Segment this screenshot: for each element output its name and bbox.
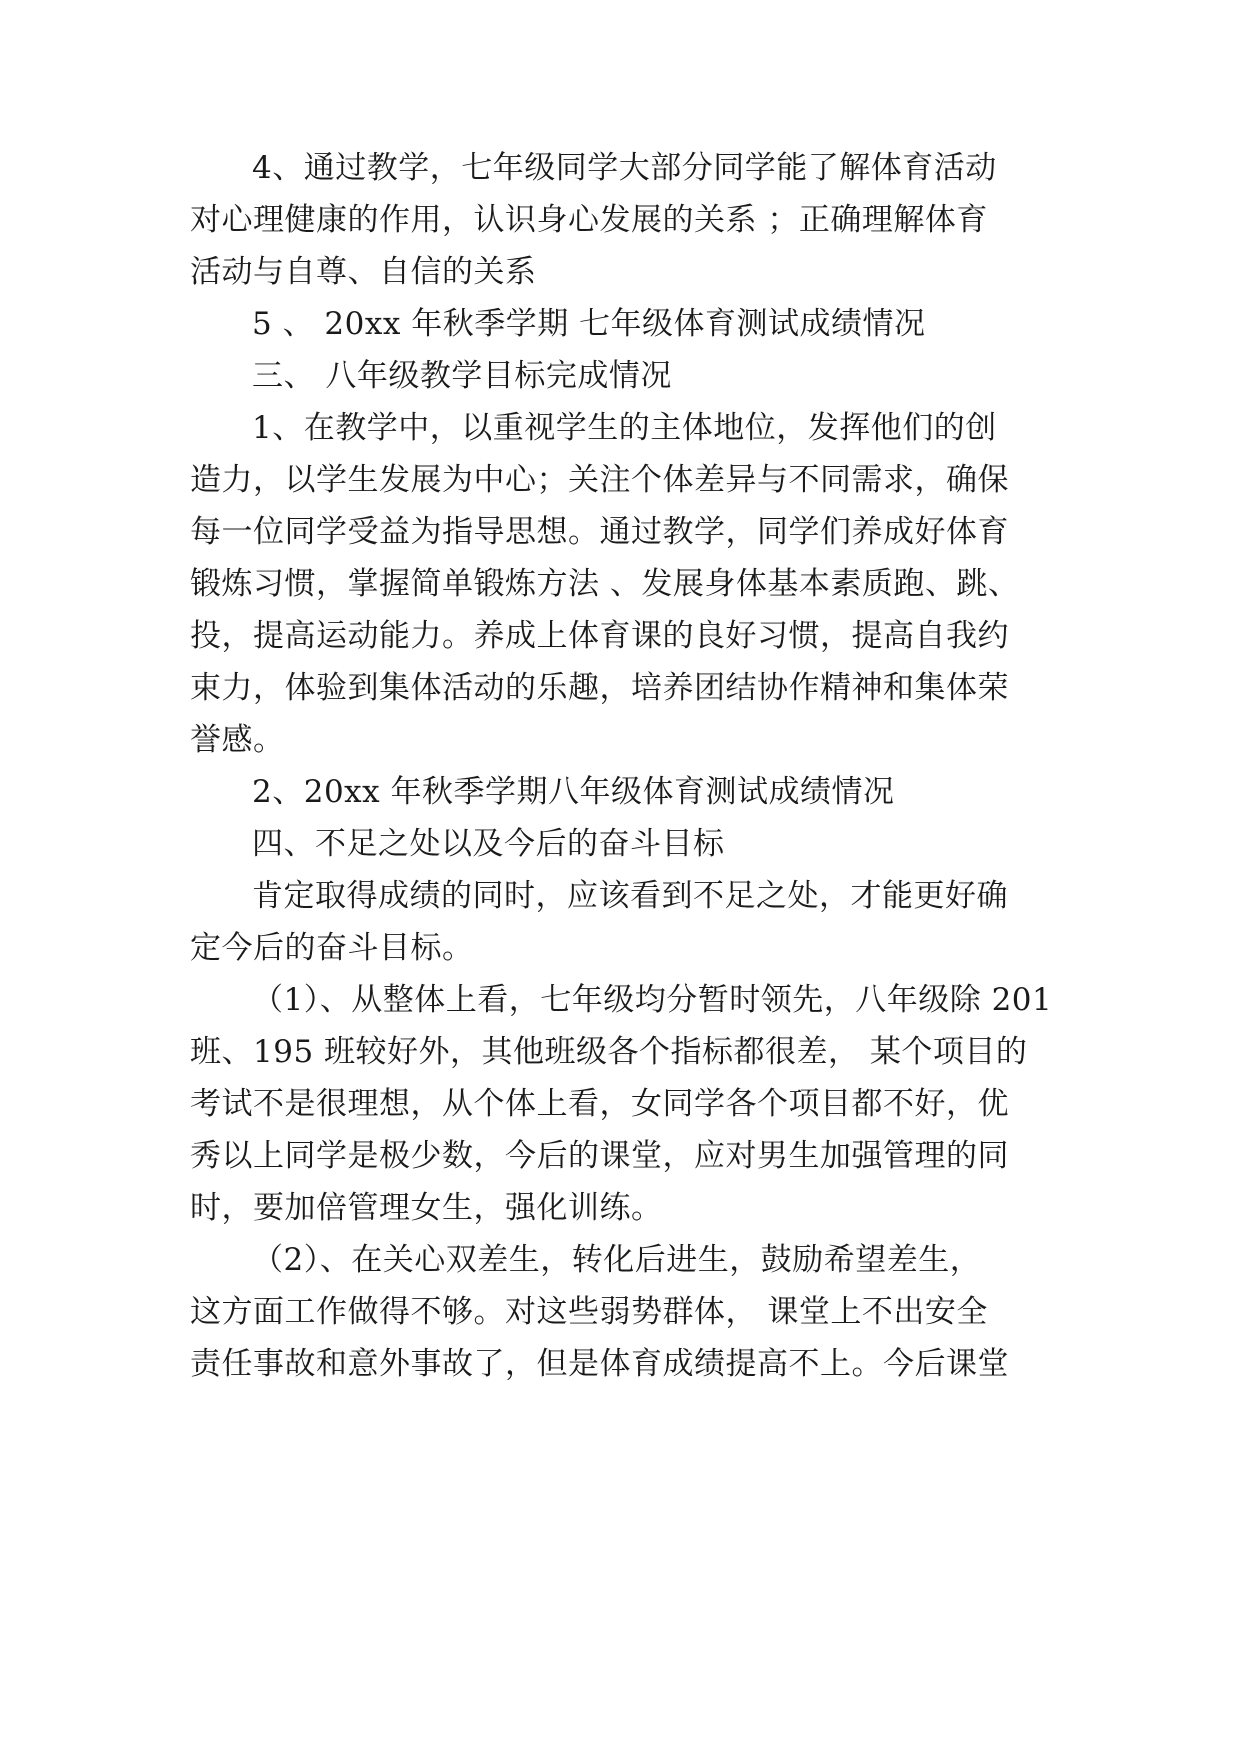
text-line: 4、通过教学，七年级同学大部分同学能了解体育活动 (252, 150, 997, 186)
text-line: 肯定取得成绩的同时，应该看到不足之处，才能更好确 (252, 878, 1008, 914)
text-line: 造力，以学生发展为中心；关注个体差异与不同需求，确保 (190, 462, 1009, 498)
text-line: 责任事故和意外事故了，但是体育成绩提高不上。今后课堂 (190, 1346, 1009, 1382)
text-line: 定今后的奋斗目标。 (190, 930, 474, 966)
text-line: 束力，体验到集体活动的乐趣，培养团结协作精神和集体荣 (190, 670, 1009, 706)
text-line: 1、在教学中，以重视学生的主体地位，发挥他们的创 (252, 410, 997, 446)
text-line: 活动与自尊、自信的关系 (190, 254, 537, 290)
section-heading: 5 、 20xx 年秋季学期 七年级体育测试成绩情况 (252, 306, 926, 342)
text-line: 投，提高运动能力。养成上体育课的良好习惯，提高自我约 (190, 618, 1009, 654)
text-line: （2）、在关心双差生，转化后进生，鼓励希望差生， (252, 1242, 982, 1278)
text-line: 对心理健康的作用，认识身心发展的关系 ；正确理解体育 (190, 202, 988, 238)
text-line: 每一位同学受益为指导思想。通过教学，同学们养成好体育 (190, 514, 1009, 550)
section-heading: 四、不足之处以及今后的奋斗目标 (252, 826, 725, 862)
text-line: （1）、从整体上看，七年级均分暂时领先，八年级除 201 (252, 982, 1053, 1018)
text-line: 锻炼习惯，掌握简单锻炼方法 、发展身体基本素质跑、跳、 (190, 566, 1020, 602)
text-line: 誉感。 (190, 722, 285, 758)
text-line: 这方面工作做得不够。对这些弱势群体， 课堂上不出安全 (190, 1294, 988, 1330)
text-line: 考试不是很理想，从个体上看，女同学各个项目都不好，优 (190, 1086, 1009, 1122)
text-line: 时，要加倍管理女生，强化训练。 (190, 1190, 663, 1226)
section-heading: 三、 八年级教学目标完成情况 (252, 358, 672, 394)
section-heading: 2、20xx 年秋季学期八年级体育测试成绩情况 (252, 774, 895, 810)
text-line: 秀以上同学是极少数，今后的课堂，应对男生加强管理的同 (190, 1138, 1009, 1174)
text-line: 班、195 班较好外，其他班级各个指标都很差， 某个项目的 (190, 1034, 1028, 1070)
